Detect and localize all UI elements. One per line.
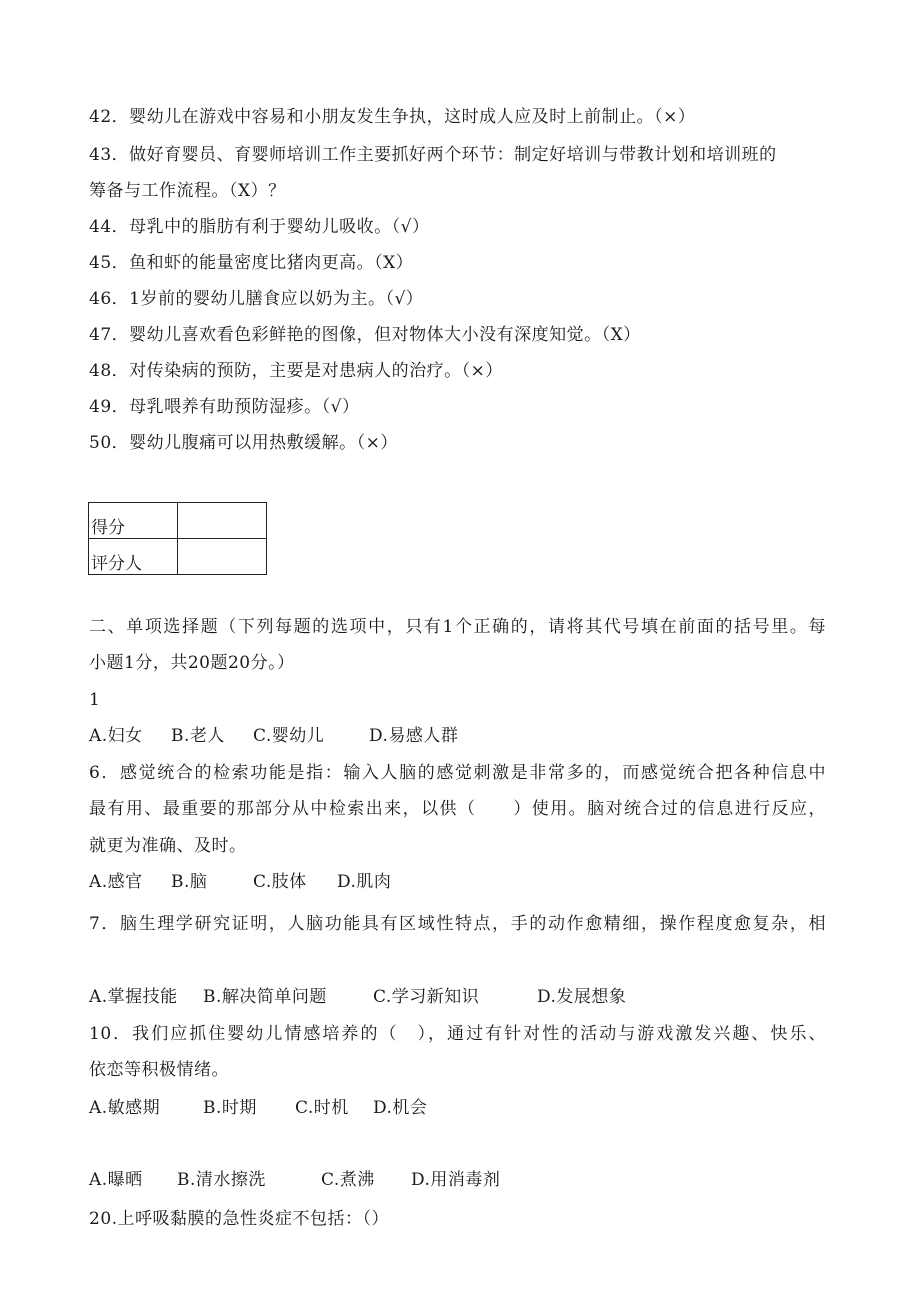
question-number: 50 bbox=[89, 433, 112, 453]
option-a: A.敏感期 bbox=[89, 1098, 161, 1118]
question-text: ．1岁前的婴幼儿膳食应以奶为主。（√） bbox=[111, 289, 424, 309]
question-48 bbox=[89, 359, 503, 383]
question-number: 45 bbox=[89, 253, 112, 273]
section-heading-continued: 小题1分，共20题20分。） bbox=[89, 653, 295, 673]
option-d: D.发展想象 bbox=[537, 987, 627, 1007]
question-6-line2: 最有用、最重要的那部分从中检索出来，以供（ ）使用。脑对统合过的信息进行反应， bbox=[89, 799, 826, 819]
question-text: ．鱼和虾的能量密度比猪肉更高。（X） bbox=[111, 253, 414, 273]
question-42 bbox=[89, 105, 695, 129]
option-d: D.用消毒剂 bbox=[411, 1170, 501, 1190]
question-text: ．婴幼儿腹痛可以用热敷缓解。（×） bbox=[111, 433, 398, 453]
option-b: B.清水擦洗 bbox=[177, 1170, 266, 1190]
option-b: B.老人 bbox=[171, 726, 225, 746]
option-b: B.时期 bbox=[203, 1098, 257, 1118]
question-10: 10．我们应抓住婴幼儿情感培养的（ ），通过有针对性的活动与游戏激发兴趣、快乐、 bbox=[89, 1024, 826, 1044]
question-45 bbox=[89, 251, 413, 275]
option-d: D.肌肉 bbox=[337, 872, 392, 892]
question-7-options bbox=[89, 985, 626, 1009]
question-number: 43 bbox=[89, 145, 112, 165]
option-a: A.曝晒 bbox=[89, 1170, 143, 1190]
option-c: C.煮沸 bbox=[321, 1170, 375, 1190]
question-text: ．做好育婴员、育婴师培训工作主要抓好两个环节：制定好培训与带教计划和培训班的 bbox=[111, 145, 777, 165]
option-c: C.时机 bbox=[295, 1098, 349, 1118]
question-number: 49 bbox=[89, 397, 112, 417]
question-number: 47 bbox=[89, 325, 112, 345]
option-c: C.婴幼儿 bbox=[253, 726, 325, 746]
option-b: B.脑 bbox=[171, 872, 208, 892]
question-number: 44 bbox=[89, 217, 112, 237]
option-c: C.学习新知识 bbox=[373, 987, 480, 1007]
question-options bbox=[89, 1168, 500, 1192]
question-6-line3: 就更为准确、及时。 bbox=[89, 836, 247, 856]
question-10-options bbox=[89, 1096, 427, 1120]
question-47 bbox=[89, 323, 641, 347]
question-10-line2: 依恋等积极情绪。 bbox=[89, 1060, 229, 1080]
question-44 bbox=[89, 215, 429, 239]
grader-cell[interactable] bbox=[178, 539, 267, 575]
question-1-options bbox=[89, 724, 458, 748]
option-b: B.解决简单问题 bbox=[203, 987, 327, 1007]
option-a: A.掌握技能 bbox=[89, 987, 178, 1007]
grader-label: 评分人 bbox=[89, 539, 178, 575]
score-cell[interactable] bbox=[178, 503, 267, 539]
grader-row bbox=[89, 539, 267, 575]
question-number: 48 bbox=[89, 361, 112, 381]
question-1-number: 1 bbox=[89, 690, 101, 710]
question-number: 46 bbox=[89, 289, 112, 309]
option-d: D.易感人群 bbox=[369, 726, 459, 746]
question-text: ．婴幼儿在游戏中容易和小朋友发生争执，这时成人应及时上前制止。（×） bbox=[111, 107, 696, 127]
question-text: ．婴幼儿喜欢看色彩鲜艳的图像，但对物体大小没有深度知觉。（X） bbox=[111, 325, 641, 345]
question-text: 筹备与工作流程。（X）？ bbox=[89, 181, 286, 201]
question-7: 7．脑生理学研究证明，人脑功能具有区域性特点，手的动作愈精细，操作程度愈复杂，相 bbox=[89, 914, 826, 934]
score-table bbox=[88, 502, 267, 575]
option-c: C.肢体 bbox=[253, 872, 307, 892]
question-20: 20.上呼吸黏膜的急性炎症不包括：（） bbox=[89, 1209, 390, 1229]
question-text: ．母乳喂养有助预防湿疹。（√） bbox=[111, 397, 360, 417]
question-text: ．母乳中的脂肪有利于婴幼儿吸收。（√） bbox=[111, 217, 430, 237]
score-label: 得分 bbox=[89, 503, 178, 539]
option-a: A.感官 bbox=[89, 872, 143, 892]
question-49 bbox=[89, 395, 359, 419]
section-heading: 二、单项选择题（下列每题的选项中，只有1个正确的，请将其代号填在前面的括号里。每 bbox=[89, 617, 826, 637]
score-row bbox=[89, 503, 267, 539]
question-number: 42 bbox=[89, 107, 112, 127]
question-43 bbox=[89, 143, 777, 167]
option-d: D.机会 bbox=[373, 1098, 428, 1118]
question-50 bbox=[89, 431, 398, 455]
question-46 bbox=[89, 287, 423, 311]
question-6: 6．感觉统合的检索功能是指：输入人脑的感觉刺激是非常多的，而感觉统合把各种信息中 bbox=[89, 763, 826, 783]
question-6-options bbox=[89, 870, 391, 894]
question-text: ．对传染病的预防，主要是对患病人的治疗。（×） bbox=[111, 361, 503, 381]
question-43-continued bbox=[89, 179, 286, 203]
option-a: A.妇女 bbox=[89, 726, 143, 746]
